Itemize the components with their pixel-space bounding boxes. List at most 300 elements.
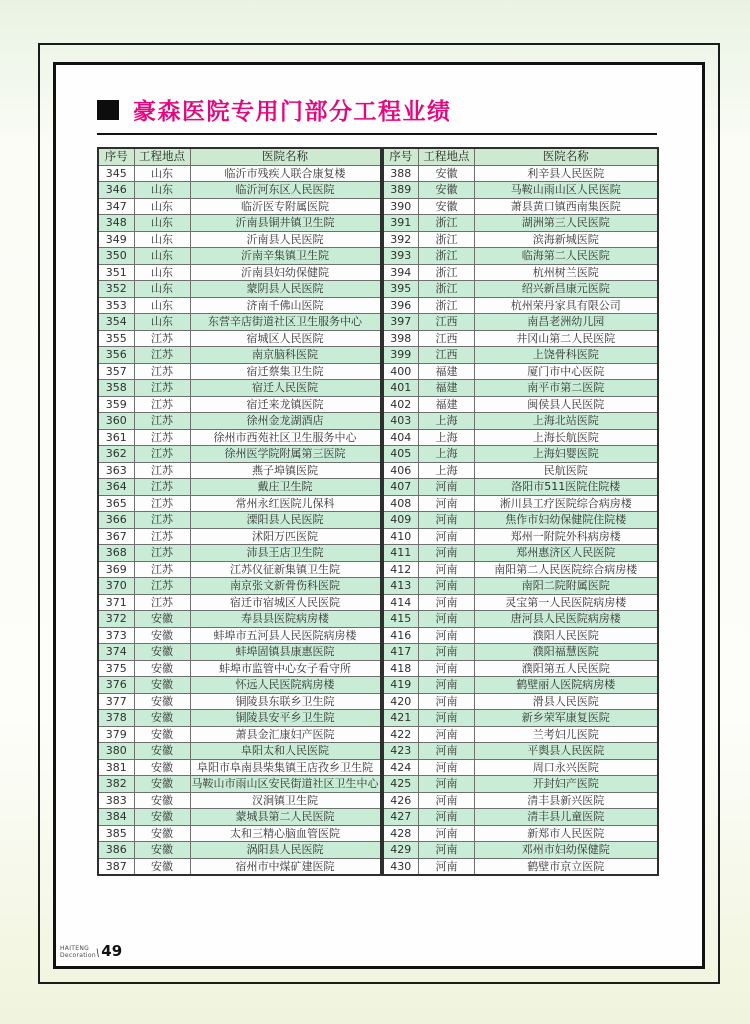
hospital-name-cell: 沂南县妇幼保健院 bbox=[190, 264, 381, 281]
hospital-name-cell: 兰考妇儿医院 bbox=[475, 726, 658, 743]
table-row bbox=[98, 858, 381, 875]
row-number-cell: 405 bbox=[383, 446, 419, 463]
hospital-name-cell: 怀远人民医院病房楼 bbox=[190, 677, 381, 694]
row-number-cell: 380 bbox=[98, 743, 134, 760]
table-row bbox=[98, 446, 381, 463]
location-cell: 安徽 bbox=[134, 743, 190, 760]
table-row bbox=[383, 858, 658, 875]
section-title-bar bbox=[97, 93, 657, 135]
table-row bbox=[98, 660, 381, 677]
location-cell: 山东 bbox=[134, 165, 190, 182]
row-number-cell: 429 bbox=[383, 842, 419, 859]
row-number-cell: 365 bbox=[98, 495, 134, 512]
hospital-name-cell: 铜陵县安平乡卫生院 bbox=[190, 710, 381, 727]
location-cell: 山东 bbox=[134, 198, 190, 215]
location-cell: 江苏 bbox=[134, 495, 190, 512]
table-row bbox=[98, 644, 381, 661]
hospital-name-cell: 上海长航医院 bbox=[475, 429, 658, 446]
location-cell: 河南 bbox=[419, 627, 475, 644]
hospital-name-cell: 阜阳市阜南县柴集镇王店孜乡卫生院 bbox=[190, 759, 381, 776]
location-cell: 山东 bbox=[134, 215, 190, 232]
table-row bbox=[383, 627, 658, 644]
hospital-name-cell: 上海妇婴医院 bbox=[475, 446, 658, 463]
location-cell: 安徽 bbox=[134, 858, 190, 875]
hospital-name-cell: 南阳二院附属医院 bbox=[475, 578, 658, 595]
table-row bbox=[383, 182, 658, 199]
table-row bbox=[98, 264, 381, 281]
row-number-cell: 366 bbox=[98, 512, 134, 529]
hospital-name-cell: 江苏仪征新集镇卫生院 bbox=[190, 561, 381, 578]
location-cell: 江西 bbox=[419, 347, 475, 364]
row-number-cell: 345 bbox=[98, 165, 134, 182]
location-cell: 福建 bbox=[419, 380, 475, 397]
row-number-cell: 419 bbox=[383, 677, 419, 694]
table-row bbox=[383, 495, 658, 512]
location-cell: 安徽 bbox=[419, 198, 475, 215]
row-number-cell: 364 bbox=[98, 479, 134, 496]
table-row bbox=[383, 594, 658, 611]
location-cell: 福建 bbox=[419, 396, 475, 413]
row-number-cell: 418 bbox=[383, 660, 419, 677]
row-number-cell: 430 bbox=[383, 858, 419, 875]
table-row bbox=[383, 776, 658, 793]
title-bullet-square bbox=[97, 100, 119, 120]
table-row bbox=[98, 776, 381, 793]
location-cell: 河南 bbox=[419, 842, 475, 859]
hospital-name-cell: 常州永红医院儿保科 bbox=[190, 495, 381, 512]
hospital-name-cell: 马鞍山市雨山区安民街道社区卫生中心 bbox=[191, 777, 379, 791]
row-number-cell: 386 bbox=[98, 842, 134, 859]
hospital-name-cell: 滑县人民医院 bbox=[475, 693, 658, 710]
location-cell: 河南 bbox=[419, 479, 475, 496]
brand-logo-text: HAITENG Decoration bbox=[60, 945, 96, 960]
location-cell: 山东 bbox=[134, 248, 190, 265]
hospital-name-cell: 沂南辛集镇卫生院 bbox=[190, 248, 381, 265]
table-row bbox=[383, 644, 658, 661]
brand-slash-mark: \ bbox=[95, 947, 101, 960]
row-number-cell: 378 bbox=[98, 710, 134, 727]
location-cell: 河南 bbox=[419, 611, 475, 628]
table-row bbox=[383, 611, 658, 628]
location-cell: 江苏 bbox=[134, 347, 190, 364]
table-row bbox=[98, 429, 381, 446]
hospital-name-cell: 蒙城县第二人民医院 bbox=[190, 809, 381, 826]
row-number-cell: 391 bbox=[383, 215, 419, 232]
hospital-name-cell: 上饶骨科医院 bbox=[475, 347, 658, 364]
row-number-cell: 400 bbox=[383, 363, 419, 380]
table-row bbox=[98, 528, 381, 545]
row-number-cell: 368 bbox=[98, 545, 134, 562]
location-cell: 安徽 bbox=[134, 759, 190, 776]
row-number-cell: 427 bbox=[383, 809, 419, 826]
hospital-name-cell: 蚌埠固镇县康惠医院 bbox=[190, 644, 381, 661]
location-cell: 浙江 bbox=[419, 281, 475, 298]
table-row bbox=[98, 842, 381, 859]
table-row bbox=[383, 759, 658, 776]
hospital-name-cell: 杭州树兰医院 bbox=[475, 264, 658, 281]
table-row bbox=[98, 743, 381, 760]
table-row bbox=[98, 281, 381, 298]
row-number-cell: 422 bbox=[383, 726, 419, 743]
location-cell: 江苏 bbox=[134, 462, 190, 479]
hospital-name-cell: 上海北站医院 bbox=[475, 413, 658, 430]
location-cell: 河南 bbox=[419, 743, 475, 760]
column-header: 工程地点 bbox=[419, 148, 475, 165]
hospital-name-cell: 民航医院 bbox=[475, 462, 658, 479]
row-number-cell: 379 bbox=[98, 726, 134, 743]
row-number-cell: 351 bbox=[98, 264, 134, 281]
location-cell: 安徽 bbox=[134, 611, 190, 628]
location-cell: 河南 bbox=[419, 578, 475, 595]
table-row bbox=[98, 215, 381, 232]
location-cell: 河南 bbox=[419, 660, 475, 677]
hospital-name-cell: 蒙阴县人民医院 bbox=[190, 281, 381, 298]
table-row bbox=[98, 594, 381, 611]
row-number-cell: 382 bbox=[98, 776, 134, 793]
table-row bbox=[98, 165, 381, 182]
footer-mark bbox=[60, 942, 122, 960]
table-row bbox=[98, 413, 381, 430]
row-number-cell: 362 bbox=[98, 446, 134, 463]
location-cell: 江苏 bbox=[134, 545, 190, 562]
column-header: 工程地点 bbox=[134, 148, 190, 165]
table-row bbox=[383, 363, 658, 380]
hospital-name-cell: 鹤壁丽人医院病房楼 bbox=[475, 677, 658, 694]
row-number-cell: 370 bbox=[98, 578, 134, 595]
location-cell: 河南 bbox=[419, 726, 475, 743]
row-number-cell: 396 bbox=[383, 297, 419, 314]
hospital-name-cell: 沭阳万匹医院 bbox=[190, 528, 381, 545]
row-number-cell: 399 bbox=[383, 347, 419, 364]
location-cell: 江苏 bbox=[134, 479, 190, 496]
location-cell: 河南 bbox=[419, 710, 475, 727]
hospital-name-cell: 闽侯县人民医院 bbox=[475, 396, 658, 413]
location-cell: 山东 bbox=[134, 314, 190, 331]
hospital-name-cell: 郑州惠济区人民医院 bbox=[475, 545, 658, 562]
location-cell: 山东 bbox=[134, 264, 190, 281]
table-row bbox=[98, 792, 381, 809]
hospital-name-cell: 蚌埠市监管中心女子看守所 bbox=[190, 660, 381, 677]
hospital-name-cell: 濮阳第五人民医院 bbox=[475, 660, 658, 677]
hospital-name-cell: 清丰县儿童医院 bbox=[475, 809, 658, 826]
row-number-cell: 347 bbox=[98, 198, 134, 215]
hospital-name-cell: 新郑市人民医院 bbox=[475, 825, 658, 842]
location-cell: 江苏 bbox=[134, 528, 190, 545]
hospital-name-cell: 沂南县人民医院 bbox=[190, 231, 381, 248]
table-row bbox=[383, 248, 658, 265]
location-cell: 河南 bbox=[419, 512, 475, 529]
location-cell: 安徽 bbox=[134, 825, 190, 842]
location-cell: 河南 bbox=[419, 776, 475, 793]
location-cell: 上海 bbox=[419, 446, 475, 463]
hospital-name-cell: 涡阳县人民医院 bbox=[190, 842, 381, 859]
hospital-name-cell: 南昌老洲幼儿园 bbox=[475, 314, 658, 331]
location-cell: 安徽 bbox=[419, 165, 475, 182]
row-number-cell: 348 bbox=[98, 215, 134, 232]
row-number-cell: 356 bbox=[98, 347, 134, 364]
table-row bbox=[98, 380, 381, 397]
row-number-cell: 415 bbox=[383, 611, 419, 628]
row-number-cell: 394 bbox=[383, 264, 419, 281]
table-row bbox=[98, 726, 381, 743]
table-row bbox=[383, 165, 658, 182]
hospital-name-cell: 临沂河东区人民医院 bbox=[190, 182, 381, 199]
table-row bbox=[383, 561, 658, 578]
hospital-name-cell: 临海第二人民医院 bbox=[475, 248, 658, 265]
table-row bbox=[98, 231, 381, 248]
table-row bbox=[98, 693, 381, 710]
hospital-name-cell: 绍兴新昌康元医院 bbox=[475, 281, 658, 298]
location-cell: 江西 bbox=[419, 314, 475, 331]
row-number-cell: 385 bbox=[98, 825, 134, 842]
hospital-name-cell: 徐州金龙湖酒店 bbox=[190, 413, 381, 430]
table-row bbox=[383, 512, 658, 529]
location-cell: 河南 bbox=[419, 858, 475, 875]
location-cell: 河南 bbox=[419, 594, 475, 611]
row-number-cell: 369 bbox=[98, 561, 134, 578]
table-row bbox=[383, 429, 658, 446]
table-row bbox=[98, 462, 381, 479]
location-cell: 江苏 bbox=[134, 380, 190, 397]
hospital-name-cell: 燕子埠镇医院 bbox=[190, 462, 381, 479]
location-cell: 山东 bbox=[134, 182, 190, 199]
location-cell: 江西 bbox=[419, 330, 475, 347]
row-number-cell: 375 bbox=[98, 660, 134, 677]
row-number-cell: 346 bbox=[98, 182, 134, 199]
location-cell: 江苏 bbox=[134, 363, 190, 380]
hospital-name-cell: 郑州一附院外科病房楼 bbox=[475, 528, 658, 545]
location-cell: 江苏 bbox=[134, 512, 190, 529]
row-number-cell: 397 bbox=[383, 314, 419, 331]
table-row bbox=[383, 825, 658, 842]
row-number-cell: 408 bbox=[383, 495, 419, 512]
location-cell: 江苏 bbox=[134, 396, 190, 413]
hospital-name-cell: 厦门市中心医院 bbox=[475, 363, 658, 380]
row-number-cell: 411 bbox=[383, 545, 419, 562]
hospital-name-cell: 沛县王店卫生院 bbox=[190, 545, 381, 562]
row-number-cell: 406 bbox=[383, 462, 419, 479]
row-number-cell: 372 bbox=[98, 611, 134, 628]
hospital-name-cell: 利辛县人民医院 bbox=[475, 165, 658, 182]
location-cell: 江苏 bbox=[134, 429, 190, 446]
row-number-cell: 421 bbox=[383, 710, 419, 727]
location-cell: 江苏 bbox=[134, 330, 190, 347]
hospital-name-cell: 周口永兴医院 bbox=[475, 759, 658, 776]
hospital-name-cell: 南阳第二人民医院综合病房楼 bbox=[475, 561, 658, 578]
table-row bbox=[98, 578, 381, 595]
hospital-name-cell: 宿城区人民医院 bbox=[190, 330, 381, 347]
row-number-cell: 407 bbox=[383, 479, 419, 496]
table-row bbox=[383, 578, 658, 595]
hospital-name-cell: 鹤壁市京立医院 bbox=[475, 858, 658, 875]
location-cell: 河南 bbox=[419, 495, 475, 512]
location-cell: 河南 bbox=[419, 693, 475, 710]
location-cell: 福建 bbox=[419, 363, 475, 380]
location-cell: 河南 bbox=[419, 677, 475, 694]
row-number-cell: 384 bbox=[98, 809, 134, 826]
row-number-cell: 377 bbox=[98, 693, 134, 710]
hospital-name-cell: 宿迁人民医院 bbox=[190, 380, 381, 397]
column-header: 医院名称 bbox=[475, 148, 658, 165]
location-cell: 安徽 bbox=[134, 627, 190, 644]
hospital-name-cell: 溧阳县人民医院 bbox=[190, 512, 381, 529]
row-number-cell: 373 bbox=[98, 627, 134, 644]
table-row bbox=[98, 809, 381, 826]
page-title: 豪森医院专用门部分工程业绩 bbox=[133, 99, 452, 125]
table-row bbox=[383, 314, 658, 331]
hospital-name-cell: 汊涧镇卫生院 bbox=[190, 792, 381, 809]
table-row bbox=[98, 512, 381, 529]
row-number-cell: 402 bbox=[383, 396, 419, 413]
row-number-cell: 414 bbox=[383, 594, 419, 611]
hospital-name-cell: 滨海新城医院 bbox=[475, 231, 658, 248]
table-row bbox=[383, 215, 658, 232]
hospital-name-cell: 太和三精心脑血管医院 bbox=[190, 825, 381, 842]
table-row bbox=[383, 809, 658, 826]
row-number-cell: 353 bbox=[98, 297, 134, 314]
table-row bbox=[98, 561, 381, 578]
hospital-name-cell: 济南千佛山医院 bbox=[190, 297, 381, 314]
hospital-name-cell: 杭州荣丹家具有限公司 bbox=[475, 297, 658, 314]
row-number-cell: 420 bbox=[383, 693, 419, 710]
table-row bbox=[383, 281, 658, 298]
hospital-name-cell: 临沂市残疾人联合康复楼 bbox=[190, 165, 381, 182]
location-cell: 上海 bbox=[419, 462, 475, 479]
location-cell: 安徽 bbox=[134, 693, 190, 710]
table-row bbox=[383, 198, 658, 215]
hospital-name-cell: 湖洲第三人民医院 bbox=[475, 215, 658, 232]
row-number-cell: 355 bbox=[98, 330, 134, 347]
table-row bbox=[383, 330, 658, 347]
table-row bbox=[383, 413, 658, 430]
hospital-name-cell: 沂南县铜井镇卫生院 bbox=[190, 215, 381, 232]
row-number-cell: 381 bbox=[98, 759, 134, 776]
location-cell: 浙江 bbox=[419, 231, 475, 248]
location-cell: 江苏 bbox=[134, 594, 190, 611]
row-number-cell: 361 bbox=[98, 429, 134, 446]
hospital-name-cell: 南京脑科医院 bbox=[190, 347, 381, 364]
row-number-cell: 423 bbox=[383, 743, 419, 760]
row-number-cell: 358 bbox=[98, 380, 134, 397]
row-number-cell: 428 bbox=[383, 825, 419, 842]
row-number-cell: 409 bbox=[383, 512, 419, 529]
table-row bbox=[383, 677, 658, 694]
table-row bbox=[98, 182, 381, 199]
table-row bbox=[383, 726, 658, 743]
location-cell: 河南 bbox=[419, 809, 475, 826]
hospital-name-cell: 临沂医专附属医院 bbox=[190, 198, 381, 215]
table-row bbox=[383, 792, 658, 809]
row-number-cell: 416 bbox=[383, 627, 419, 644]
location-cell: 安徽 bbox=[134, 710, 190, 727]
location-cell: 浙江 bbox=[419, 248, 475, 265]
table-row bbox=[383, 347, 658, 364]
table-row bbox=[383, 710, 658, 727]
location-cell: 江苏 bbox=[134, 561, 190, 578]
row-number-cell: 412 bbox=[383, 561, 419, 578]
location-cell: 浙江 bbox=[419, 297, 475, 314]
location-cell: 安徽 bbox=[134, 792, 190, 809]
location-cell: 河南 bbox=[419, 759, 475, 776]
location-cell: 河南 bbox=[419, 644, 475, 661]
row-number-cell: 350 bbox=[98, 248, 134, 265]
row-number-cell: 393 bbox=[383, 248, 419, 265]
hospital-name-cell: 焦作市妇幼保健院住院楼 bbox=[475, 512, 658, 529]
hospital-name-cell: 开封妇产医院 bbox=[475, 776, 658, 793]
row-number-cell: 403 bbox=[383, 413, 419, 430]
row-number-cell: 359 bbox=[98, 396, 134, 413]
table-row bbox=[98, 627, 381, 644]
row-number-cell: 357 bbox=[98, 363, 134, 380]
table-row bbox=[383, 479, 658, 496]
hospital-name-cell: 井冈山第二人民医院 bbox=[475, 330, 658, 347]
table-row bbox=[98, 314, 381, 331]
table-row bbox=[383, 231, 658, 248]
table-row bbox=[383, 693, 658, 710]
hospital-name-cell: 唐河县人民医院病房楼 bbox=[475, 611, 658, 628]
location-cell: 河南 bbox=[419, 561, 475, 578]
table-row bbox=[98, 759, 381, 776]
row-number-cell: 413 bbox=[383, 578, 419, 595]
row-number-cell: 389 bbox=[383, 182, 419, 199]
hospital-name-cell: 灵宝第一人民医院病房楼 bbox=[475, 594, 658, 611]
table-row bbox=[383, 462, 658, 479]
row-number-cell: 387 bbox=[98, 858, 134, 875]
row-number-cell: 390 bbox=[383, 198, 419, 215]
table-row bbox=[98, 347, 381, 364]
table-row bbox=[98, 479, 381, 496]
table-row bbox=[383, 842, 658, 859]
hospital-name-cell: 淅川县工疗医院综合病房楼 bbox=[475, 495, 658, 512]
location-cell: 上海 bbox=[419, 413, 475, 430]
row-number-cell: 424 bbox=[383, 759, 419, 776]
hospital-name-cell: 徐州市西苑社区卫生服务中心 bbox=[190, 429, 381, 446]
location-cell: 安徽 bbox=[419, 182, 475, 199]
hospital-name-cell: 铜陵县东联乡卫生院 bbox=[190, 693, 381, 710]
row-number-cell: 395 bbox=[383, 281, 419, 298]
hospital-name-cell: 阜阳太和人民医院 bbox=[190, 743, 381, 760]
location-cell: 安徽 bbox=[134, 726, 190, 743]
row-number-cell: 376 bbox=[98, 677, 134, 694]
hospital-name-cell: 徐州医学院附属第三医院 bbox=[190, 446, 381, 463]
hospital-name-cell: 平舆县人民医院 bbox=[475, 743, 658, 760]
hospital-name-cell: 濮阳人民医院 bbox=[475, 627, 658, 644]
hospital-name-cell: 新乡荣军康复医院 bbox=[475, 710, 658, 727]
location-cell: 河南 bbox=[419, 528, 475, 545]
hospital-name-cell: 寿县县医院病房楼 bbox=[190, 611, 381, 628]
hospital-name-cell: 宿州市中煤矿建医院 bbox=[190, 858, 381, 875]
header-row bbox=[383, 148, 658, 165]
hospital-name-cell: 濮阳福慧医院 bbox=[475, 644, 658, 661]
location-cell: 山东 bbox=[134, 231, 190, 248]
hospital-name-cell: 邓州市妇幼保健院 bbox=[475, 842, 658, 859]
table-row bbox=[98, 825, 381, 842]
table-row bbox=[98, 297, 381, 314]
row-number-cell: 352 bbox=[98, 281, 134, 298]
hospital-name-cell: 萧县黄口镇西南集医院 bbox=[475, 198, 658, 215]
location-cell: 安徽 bbox=[134, 776, 190, 793]
hospital-name-cell: 宿迁来龙镇医院 bbox=[190, 396, 381, 413]
table-row bbox=[98, 545, 381, 562]
projects-tables bbox=[97, 147, 659, 876]
table-row bbox=[98, 677, 381, 694]
location-cell: 江苏 bbox=[134, 446, 190, 463]
table-row bbox=[98, 330, 381, 347]
table-row bbox=[383, 743, 658, 760]
table-row bbox=[383, 545, 658, 562]
table-row bbox=[383, 264, 658, 281]
location-cell: 安徽 bbox=[134, 660, 190, 677]
